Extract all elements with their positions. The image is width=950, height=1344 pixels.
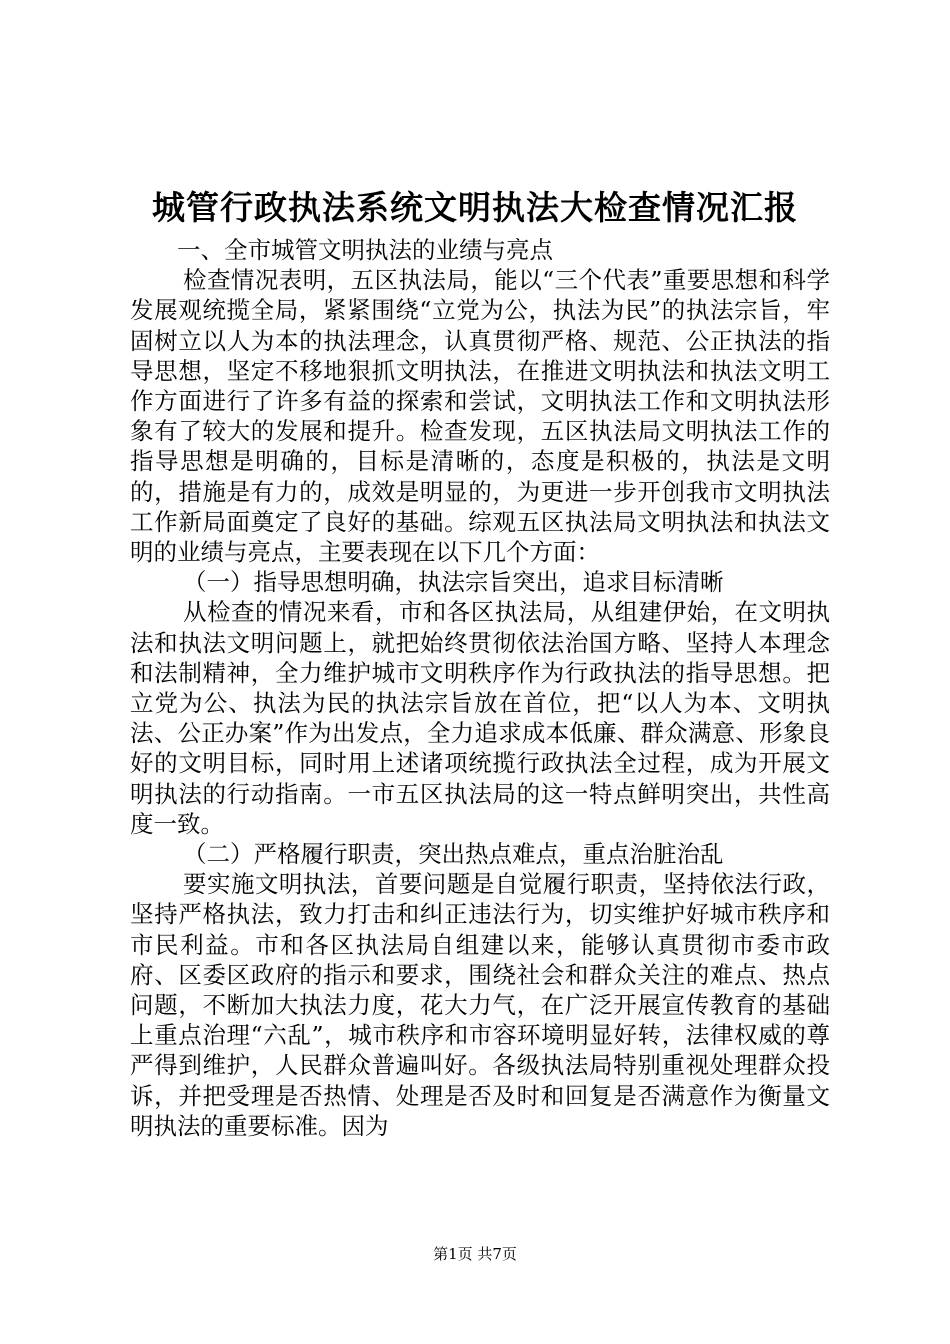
subsection-heading-2: （二）严格履行职责，突出热点难点，重点治脏治乱 [183,840,724,869]
body-paragraph-3: 要实施文明执法，首要问题是自觉履行职责，坚持依法行政，坚持严格执法，致力打击和纠正违法行为，切实维护好城市秩序和市民利益。市和各区执法局自组建以来，能够认真贯彻市委市政府、区委区政府的指示和要求，围绕社会和群众关注的难点、热点问题，不断加大执法力度，花大力气，在广泛开展宣传教育的基础上重点治理“六乱”，城市秩序和市容环境明显好转，法律权威的尊严得到维护，人民群众普遍叫好。各级执法局特别重视处理群众投诉，并把受理是否热情、处理是否及时和回复是否满意作为衡量文明执法的重要标准。因为 [130,870,830,1140]
document-body [130,235,830,1141]
page-title: 城管行政执法系统文明执法大检查情况汇报 [152,188,798,227]
section-heading-1: 一、全市城管文明执法的业绩与亮点 [177,236,553,264]
body-paragraph-2: 从检查的情况来看，市和各区执法局，从组建伊始，在文明执法和执法文明问题上，就把始终贯彻依法治国方略、坚持人本理念和法制精神，全力维护城市文明秩序作为行政执法的指导思想。把立党为公、执法为民的执法宗旨放在首位，把“以人为本、文明执法、公正办案”作为出发点，全力追求成本低廉、群众满意、形象良好的文明目标，同时用上述诸项统揽行政执法全过程，成为开展文明执法的行动指南。一市五区执法局的这一特点鲜明突出，共性高度一致。 [130,598,830,838]
body-paragraph-1: 检查情况表明，五区执法局，能以“三个代表”重要思想和科学发展观统揽全局，紧紧围绕“立党为公，执法为民”的执法宗旨，牢固树立以人为本的执法理念，认真贯彻严格、规范、公正执法的指导思想，坚定不移地狠抓文明执法，在推进文明执法和执法文明工作方面进行了许多有益的探索和尝试，文明执法工作和文明执法形象有了较大的发展和提升。检查发现，五区执法局文明执法工作的指导思想是明确的，目标是清晰的，态度是积极的，执法是文明的，措施是有力的，成效是明显的，为更进一步开创我市文明执法工作新局面奠定了良好的基础。综观五区执法局文明执法和执法文明的业绩与亮点，主要表现在以下几个方面： [130,266,830,567]
page-footer: 第1页 共7页 [433,1245,517,1263]
subsection-heading-1: （一）指导思想明确，执法宗旨突出，追求目标清晰 [183,568,724,597]
